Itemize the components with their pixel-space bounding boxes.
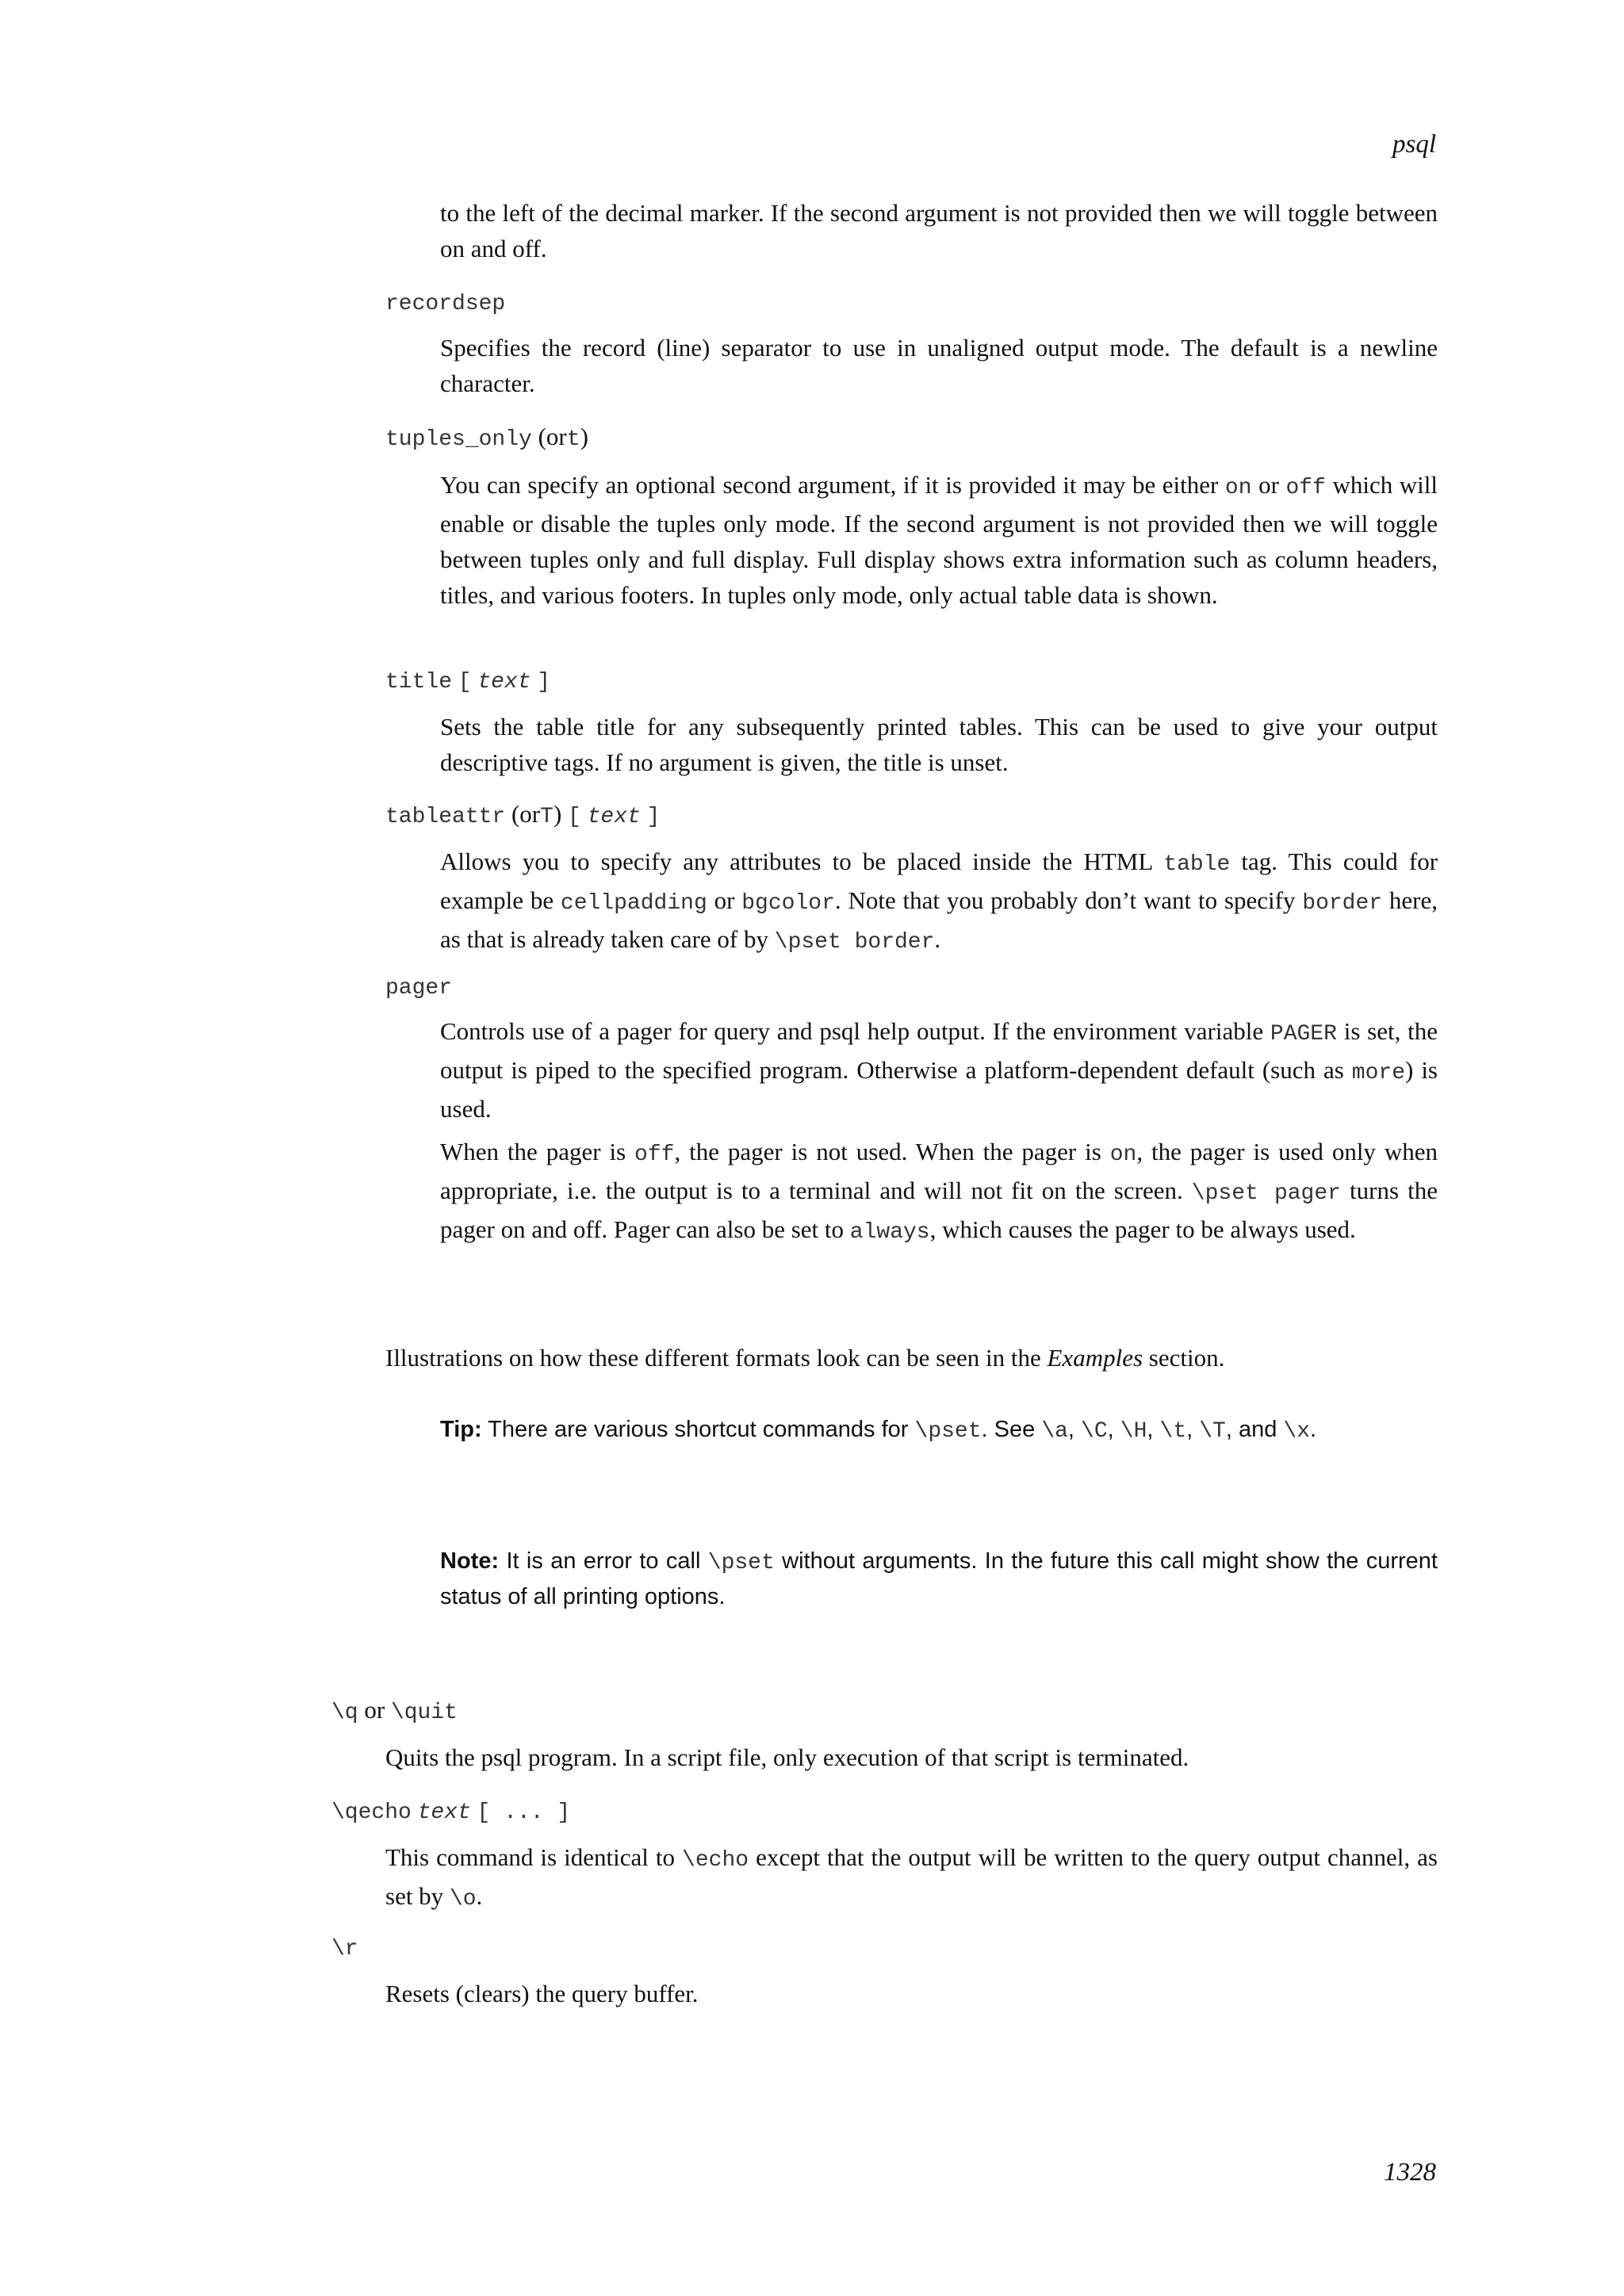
note-b: without arguments. In the future this call might show the current status of all printing options. <box>440 1548 1438 1609</box>
tableattr-d3: . Note that you probably don’t want to specify <box>834 886 1296 914</box>
tip-cmd-h: \H <box>1120 1419 1147 1444</box>
tuples-only-off: off <box>1285 476 1326 500</box>
tip-sep-4: , <box>1186 1417 1193 1442</box>
tip-box <box>440 1413 1316 1448</box>
note-a: It is an error to call <box>506 1548 701 1574</box>
pager-p1-c: ) is used. <box>440 1056 1438 1123</box>
tuples-only-or: (or <box>538 423 567 450</box>
tableattr-cellpadding: cellpadding <box>560 891 707 916</box>
tip-cmd-c: \C <box>1081 1419 1108 1444</box>
qecho-description <box>385 1839 1438 1917</box>
tuples-only-term: tuples_only <box>385 427 532 452</box>
term-recordsep <box>385 283 505 322</box>
quit-or: or <box>364 1696 385 1724</box>
running-header: psql <box>1392 130 1436 159</box>
tableattr-d2: tag. This could for example be <box>440 848 1438 914</box>
tuples-only-or2: or <box>1258 471 1279 499</box>
term-reset <box>331 1928 358 1967</box>
note-pset: \pset <box>707 1551 775 1575</box>
tableattr-bracket-open: [ <box>568 805 581 829</box>
tuples-only-alias: t <box>566 427 580 452</box>
tip-label: Tip: <box>440 1417 482 1442</box>
tableattr-pset-border: \pset border <box>774 930 935 955</box>
tableattr-border: border <box>1302 891 1383 916</box>
quit-description: Quits the psql program. In a script file, only execution of that script is terminated. <box>385 1743 1189 1771</box>
term-qecho <box>331 1792 570 1831</box>
tableattr-arg: text <box>587 805 641 829</box>
tuples-only-d2: which will enable or disable the tuples only mode. If the second argument is not provided then we will toggle between tuples only and full display. Full display shows extra information such as column headers, titles, and various footers. In tuples only mode, only actual table data is shown. <box>440 471 1438 609</box>
tableattr-d1: Allows you to specify any attributes to be placed inside the HTML <box>440 848 1153 875</box>
tip-b: . See <box>981 1417 1036 1442</box>
title-bracket-open: [ <box>458 670 472 695</box>
tuples-only-description <box>440 467 1438 613</box>
page-number: 1328 <box>1384 2158 1436 2187</box>
tip-sep-5: , and <box>1225 1417 1277 1442</box>
pager-off: off <box>634 1142 675 1167</box>
illustrations-a: Illustrations on how these different formats look can be seen in the <box>385 1344 1041 1372</box>
pager-p2-a: When the pager is <box>440 1138 626 1165</box>
term-title <box>385 661 550 700</box>
pager-p2-e: , which causes the pager to be always used. <box>929 1215 1356 1243</box>
term-tuples-only <box>385 419 588 457</box>
pager-p1-a: Controls use of a pager for query and psql help output. If the environment variable <box>440 1017 1264 1045</box>
qecho-rest: [ ... ] <box>477 1800 571 1825</box>
pager-p1-b: is set, the output is piped to the specified program. Otherwise a platform-dependent default (such as <box>440 1017 1438 1084</box>
pager-env-var: PAGER <box>1270 1022 1337 1047</box>
note-label: Note: <box>440 1548 500 1574</box>
tuples-only-d1: You can specify an optional second argument, if it is provided it may be either <box>440 471 1219 499</box>
quit-term: \q <box>331 1701 358 1725</box>
tableattr-bracket-close: ] <box>646 805 661 829</box>
qecho-d3: . <box>476 1882 483 1910</box>
quit-term-long: \quit <box>390 1701 458 1725</box>
tuples-only-on: on <box>1224 476 1252 500</box>
tableattr-d5: . <box>934 925 941 953</box>
recordsep-term: recordsep <box>385 292 506 316</box>
reset-term: \r <box>331 1937 358 1961</box>
tableattr-close: ) <box>553 800 562 828</box>
note-box <box>440 1544 1438 1613</box>
term-pager <box>385 967 452 1006</box>
recordsep-description: Specifies the record (line) separator to use in unaligned output mode. The default is a newline character. <box>440 334 1438 397</box>
title-arg: text <box>477 670 531 695</box>
examples-link[interactable]: Examples <box>1047 1344 1143 1372</box>
illustrations-paragraph <box>385 1340 1224 1376</box>
tip-cmd-t: \t <box>1159 1419 1187 1444</box>
intro-paragraph: to the left of the decimal marker. If the second argument is not provided then we will toggle between on and off. <box>440 199 1438 262</box>
qecho-echo: \echo <box>682 1848 749 1873</box>
tableattr-table: table <box>1163 852 1231 877</box>
pager-paragraph-1 <box>440 1013 1438 1127</box>
illustrations-b: section. <box>1148 1344 1225 1372</box>
tableattr-d4: here, as that is already taken care of by <box>440 886 1438 953</box>
pager-more: more <box>1351 1061 1406 1085</box>
tip-sep-3: , <box>1147 1417 1154 1442</box>
reset-description: Resets (clears) the query buffer. <box>385 1980 699 2007</box>
tableattr-bgcolor: bgcolor <box>741 891 835 916</box>
tableattr-or: (or <box>511 800 541 828</box>
pager-p2-b: , the pager is not used. When the pager is <box>674 1138 1101 1165</box>
tableattr-description <box>440 844 1438 960</box>
tip-sep-1: , <box>1067 1417 1074 1442</box>
qecho-d1: This command is identical to <box>385 1843 676 1871</box>
qecho-d2: except that the output will be written to the query output channel, as set by <box>385 1843 1438 1910</box>
pager-always: always <box>849 1220 930 1245</box>
tip-cmd-upper-t: \T <box>1199 1419 1226 1444</box>
qecho-term: \qecho <box>331 1800 412 1825</box>
tableattr-term: tableattr <box>385 805 506 829</box>
title-description: Sets the table title for any subsequently printed tables. This can be used to give your output descriptive tags. If no argument is given, the title is unset. <box>440 713 1438 776</box>
tip-cmd-a: \a <box>1041 1419 1068 1444</box>
pager-term: pager <box>385 976 453 1001</box>
pager-pset-pager: \pset pager <box>1191 1181 1341 1206</box>
tip-sep-2: , <box>1107 1417 1114 1442</box>
title-term: title <box>385 670 453 695</box>
tip-end: . <box>1310 1417 1317 1442</box>
tuples-only-close: ) <box>580 423 588 450</box>
tableattr-or2: or <box>714 886 735 914</box>
tip-a: There are various shortcut commands for <box>488 1417 909 1442</box>
pager-p2-d: turns the pager on and off. Pager can also be set to <box>440 1177 1438 1243</box>
pager-p2-c: , the pager is used only when appropriate, i.e. the output is to a terminal and will not fit on the screen. <box>440 1138 1438 1204</box>
title-bracket-close: ] <box>537 670 551 695</box>
qecho-o: \o <box>449 1887 477 1911</box>
term-quit <box>331 1692 458 1731</box>
tip-cmd-x: \x <box>1283 1419 1311 1444</box>
pager-on: on <box>1109 1142 1137 1167</box>
tip-pset: \pset <box>914 1419 982 1444</box>
qecho-arg: text <box>417 1800 471 1825</box>
pager-paragraph-2 <box>440 1134 1438 1250</box>
term-tableattr <box>385 796 660 835</box>
tableattr-alias: T <box>540 805 553 829</box>
